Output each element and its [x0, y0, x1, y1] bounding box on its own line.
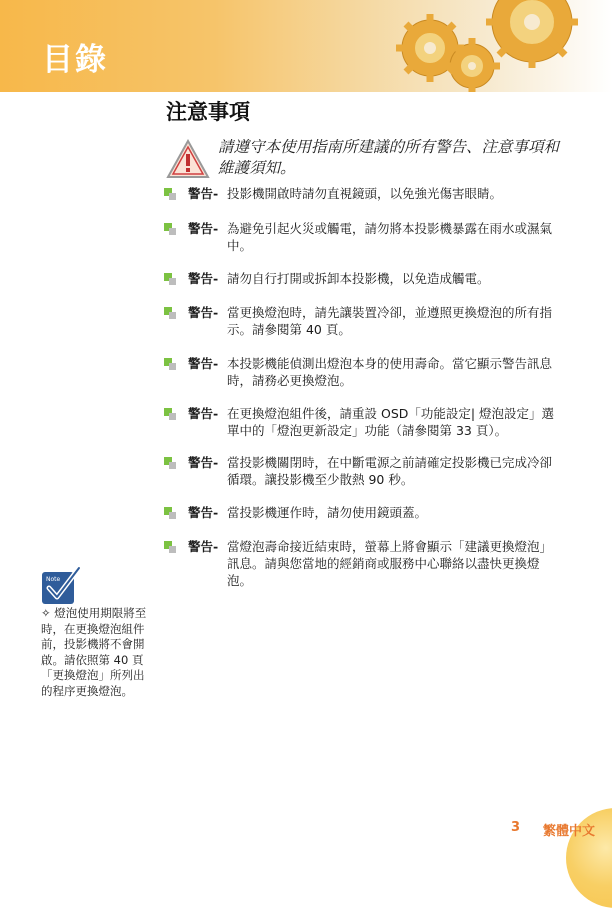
warning-text: 當投影機運作時，請勿使用鏡頭蓋。 — [227, 505, 428, 520]
warning-label: 警告- — [188, 305, 219, 320]
warning-text: 本投影機能偵測出燈泡本身的使用壽命。當它顯示警告訊息時，請務必更換燈泡。 — [227, 356, 553, 388]
gears-icon — [372, 0, 612, 92]
warning-label: 警告- — [188, 539, 219, 554]
bullet-icon — [164, 541, 178, 553]
warning-text: 當更換燈泡時，請先讓裝置冷卻，並遵照更換燈泡的所有指示。請參閱第 40 頁。 — [227, 305, 553, 337]
bullet-icon — [164, 507, 178, 519]
warning-label: 警告- — [188, 406, 219, 421]
warning-label: 警告- — [188, 186, 219, 201]
warning-text: 在更換燈泡組件後，請重設 OSD「功能設定| 燈泡設定」選單中的「燈泡更新設定」功能（請參閱第 33 頁）。 — [227, 406, 555, 438]
page-number: 3 — [511, 820, 521, 835]
bullet-icon — [164, 273, 178, 285]
warning-triangle-icon — [166, 139, 210, 179]
warning-text: 當燈泡壽命接近結束時，螢幕上將會顯示「建議更換燈泡」訊息。請與您當地的經銷商或服務中心聯絡以盡快更換燈泡。 — [227, 539, 553, 588]
intro-block — [166, 137, 566, 181]
bullet-icon — [164, 188, 178, 200]
warning-label: 警告- — [188, 455, 219, 470]
warning-text: 為避免引起火災或觸電，請勿將本投影機暴露在雨水或濕氣中。 — [227, 221, 553, 253]
warning-label: 警告- — [188, 271, 219, 286]
bullet-icon — [164, 307, 178, 319]
warning-text: 當投影機關閉時，在中斷電源之前請確定投影機已完成冷卻循環。讓投影機至少散熱 90 秒。 — [227, 455, 553, 487]
bullet-icon — [164, 457, 178, 469]
warning-text: 投影機開啟時請勿直視鏡頭，以免強光傷害眼睛。 — [227, 186, 503, 201]
bullet-icon — [164, 223, 178, 235]
footer-language: 繁體中文 — [543, 824, 596, 839]
note-icon-label: Note — [46, 576, 61, 583]
header-title: 目錄 — [42, 42, 108, 78]
intro-text: 請遵守本使用指南所建議的所有警告、注意事項和維護須知。 — [218, 138, 560, 177]
note-text: ✧ 燈泡使用期限將至時，在更換燈泡組件前，投影機將不會開啟。請依照第 40 頁「更換燈泡」所列出的程序更換燈泡。 — [41, 606, 147, 698]
section-title: 注意事項 — [166, 100, 250, 124]
warning-label: 警告- — [188, 221, 219, 236]
bullet-icon — [164, 408, 178, 420]
warning-label: 警告- — [188, 356, 219, 371]
warning-text: 請勿自行打開或拆卸本投影機，以免造成觸電。 — [227, 271, 490, 286]
bullet-icon — [164, 358, 178, 370]
note-icon — [41, 566, 81, 606]
header-banner — [0, 0, 612, 92]
warning-label: 警告- — [188, 505, 219, 520]
